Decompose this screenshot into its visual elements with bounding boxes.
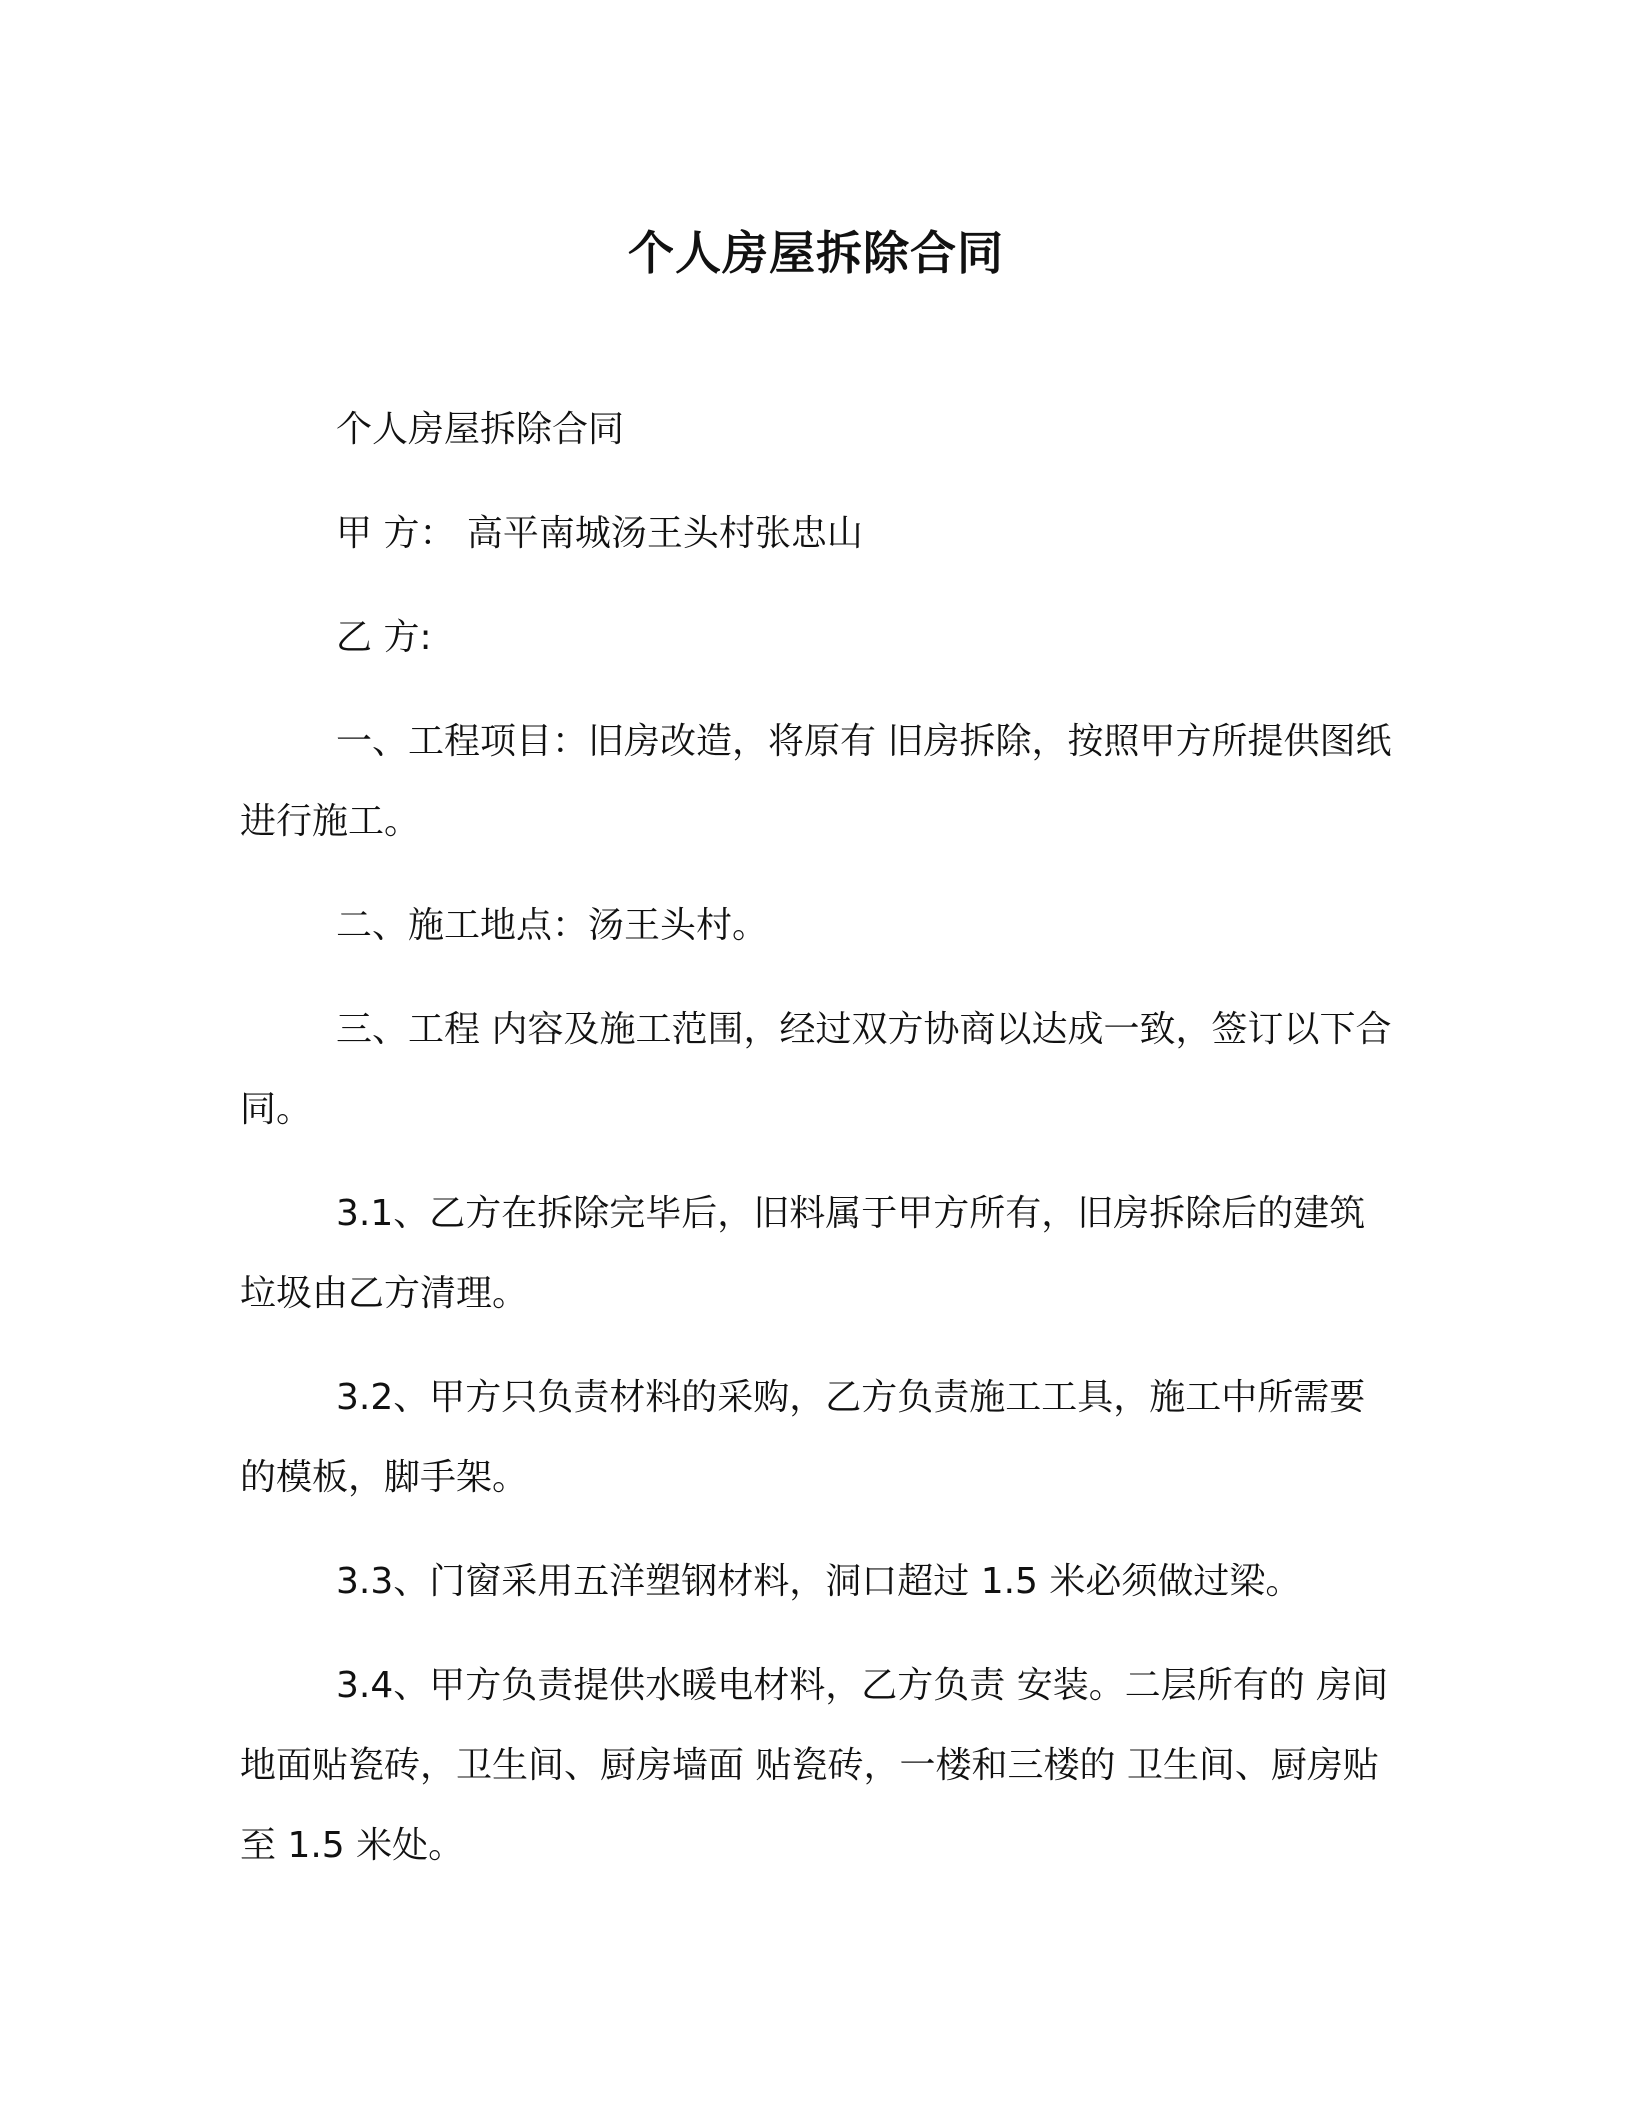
paragraph-clause-2: 二、施工地点：汤王头村。 (336, 905, 769, 946)
paragraph-clause-3-4: 3.4、甲方负责提供水暖电材料，乙方负责 安装。二层所有的 房间地面贴瓷砖，卫生间、厨房墙面 贴瓷砖，一楼和三楼的 卫生间、厨房贴至 1.5 米处。 (240, 1665, 1389, 1866)
document-body (240, 390, 1392, 1910)
paragraph-clause-3-1: 3.1、乙方在拆除完毕后，旧料属于甲方所有，旧房拆除后的建筑垃圾由乙方清理。 (240, 1193, 1366, 1314)
paragraph-heading: 个人房屋拆除合同 (336, 409, 625, 450)
paragraph-clause-1: 一、工程项目：旧房改造，将原有 旧房拆除，按照甲方所提供图纸进行施工。 (240, 721, 1392, 842)
paragraph-clause-3-3: 3.3、门窗采用五洋塑钢材料，洞口超过 1.5 米必须做过梁。 (336, 1561, 1302, 1602)
paragraph-clause-3-2: 3.2、甲方只负责材料的采购，乙方负责施工工具，施工中所需要的模板，脚手架。 (240, 1377, 1366, 1498)
paragraph-party-a: 甲 方： 高平南城汤王头村张忠山 (336, 513, 863, 554)
paragraph-clause-3: 三、工程 内容及施工范围，经过双方协商以达成一致，签订以下合同。 (240, 1009, 1392, 1130)
paragraph-party-b: 乙 方: (336, 617, 432, 658)
document-title: 个人房屋拆除合同 (628, 226, 1004, 280)
